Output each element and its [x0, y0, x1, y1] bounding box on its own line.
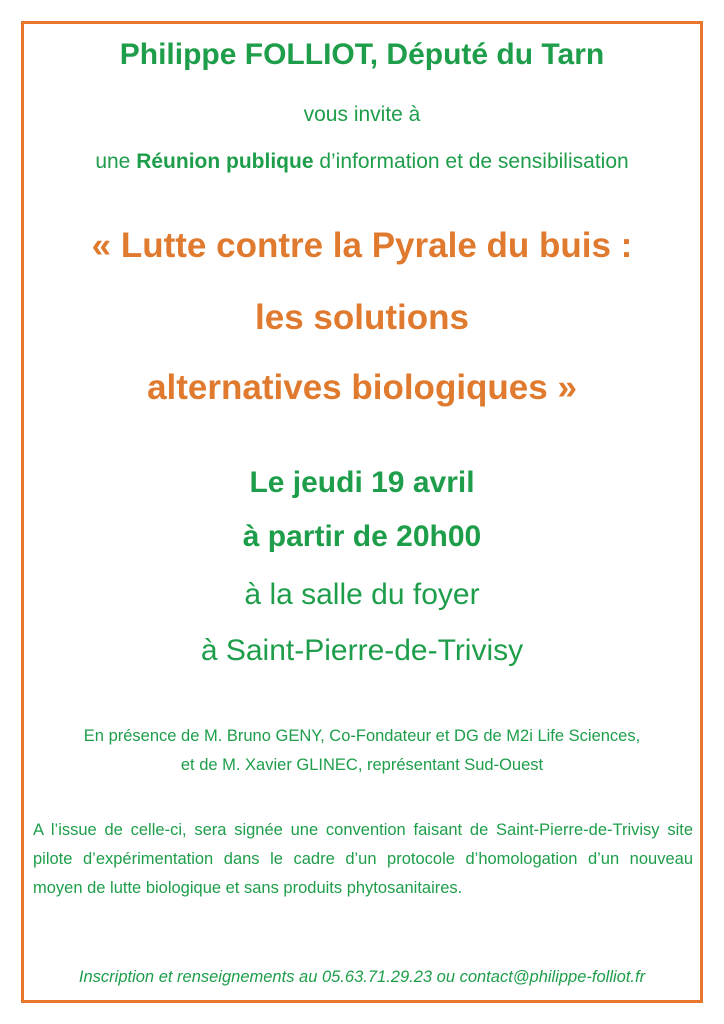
invite-text: vous invite à	[303, 103, 421, 126]
convention-paragraph: A l’issue de celle-ci, sera signée une convention faisant de Saint-Pierre-de-Trivisy site pilote d’expérimentation dans le cadre d’un protocole d’homologation d’un nouveau moyen de lutte biologique et sans produits phytosanitaires.	[33, 821, 693, 897]
presence-line-1: En présence de M. Bruno GENY, Co-Fondateur et DG de M2i Life Sciences,	[83, 727, 641, 745]
event-place: à la salle du foyer	[244, 578, 480, 611]
topic-line-3: alternatives biologiques »	[147, 368, 577, 407]
topic-line-1: « Lutte contre la Pyrale du buis :	[91, 226, 633, 265]
meeting-prefix: une	[95, 150, 137, 173]
presence-line-2: et de M. Xavier GLINEC, représentant Sud-Ouest	[180, 756, 544, 774]
meeting-line	[0, 150, 724, 174]
topic-line-2: les solutions	[255, 298, 469, 337]
page-title: Philippe FOLLIOT, Député du Tarn	[119, 38, 605, 71]
event-time: à partir de 20h00	[242, 520, 482, 553]
meeting-suffix: d’information et de sensibilisation	[313, 150, 629, 173]
event-town: à Saint-Pierre-de-Trivisy	[200, 634, 524, 667]
presence-block	[0, 722, 724, 780]
contact-footer: Inscription et renseignements au 05.63.71.29.23 ou contact@philippe-folliot.fr	[78, 968, 646, 986]
event-date: Le jeudi 19 avril	[249, 466, 475, 499]
meeting-bold: Réunion publique	[136, 150, 314, 173]
